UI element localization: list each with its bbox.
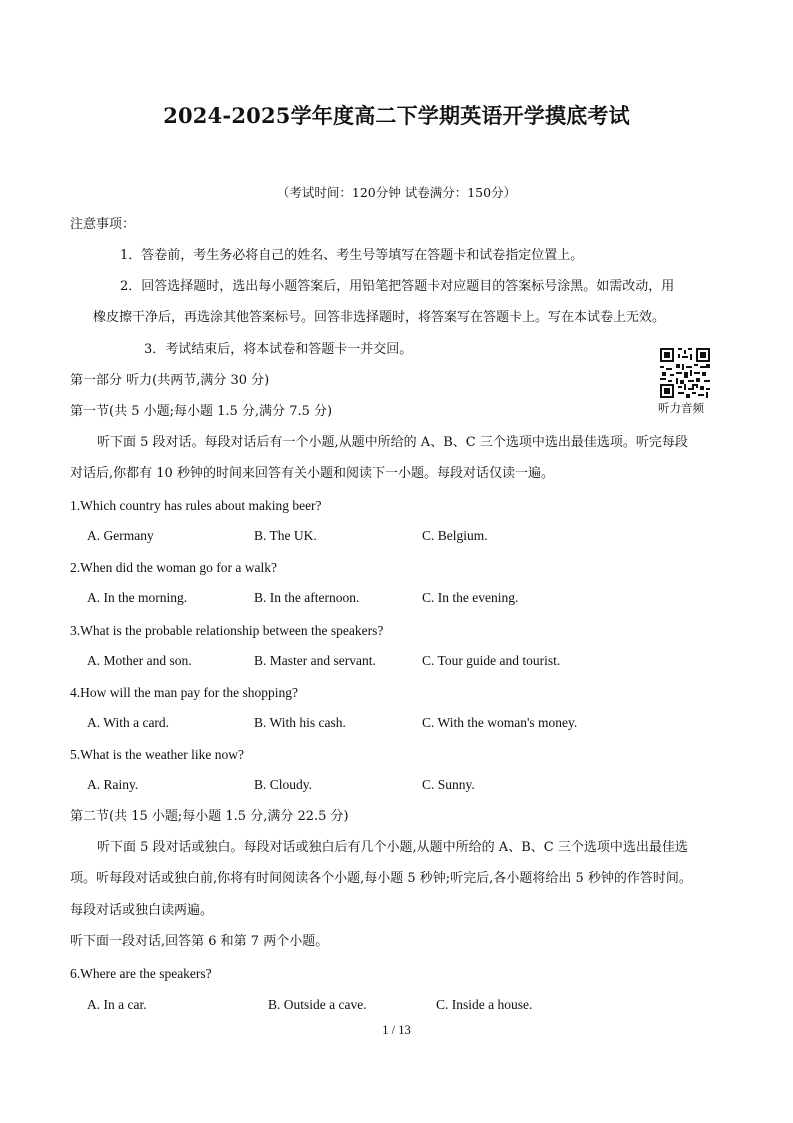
section2-lead: 听下面一段对话,回答第 6 和第 7 两个小题。 <box>70 934 329 949</box>
option-a: A. Germany <box>87 528 154 543</box>
question-stem: 3.What is the probable relationship between the speakers? <box>70 623 384 638</box>
question-stem: 2.When did the woman go for a walk? <box>70 560 277 575</box>
section2-heading: 第二节(共 15 小题;每小题 1.5 分,满分 22.5 分) <box>70 809 349 824</box>
option-b: B. Outside a cave. <box>268 997 367 1012</box>
option-a: A. Mother and son. <box>87 653 192 668</box>
option-c: C. Tour guide and tourist. <box>422 653 561 668</box>
question-stem: 1.Which country has rules about making beer? <box>70 498 322 513</box>
section2-intro-b: 项。听每段对话或独白前,你将有时间阅读各个小题,每小题 5 秒钟;听完后,各小题将给出 5 秒钟的作答时间。 <box>70 871 692 886</box>
page-title: 2024-2025学年度高二下学期英语开学摸底考试 <box>163 103 630 128</box>
option-a: A. Rainy. <box>87 777 139 792</box>
option-b: B. The UK. <box>254 528 317 543</box>
option-b: B. Master and servant. <box>254 653 376 668</box>
option-c: C. In the evening. <box>422 590 519 605</box>
notice-item-2a: 2．回答选择题时，选出每小题答案后，用铅笔把答题卡对应题目的答案标号涂黑。如需改动，用 <box>120 279 675 294</box>
notice-heading: 注意事项： <box>70 217 136 232</box>
question-stem: 5.What is the weather like now? <box>70 747 244 762</box>
section1-heading: 第一节(共 5 小题;每小题 1.5 分,满分 7.5 分) <box>70 404 333 419</box>
notice-item-1: 1．答卷前，考生务必将自己的姓名、考生号等填写在答题卡和试卷指定位置上。 <box>120 248 584 263</box>
option-c: C. With the woman's money. <box>422 715 578 730</box>
notice-item-3: 3．考试结束后，将本试卷和答题卡一并交回。 <box>144 342 413 357</box>
section2-intro-c: 每段对话或独白读两遍。 <box>70 903 214 918</box>
notice-item-2b: 橡皮擦干净后，再选涂其他答案标号。回答非选择题时，将答案写在答题卡上。写在本试卷上无效。 <box>93 310 666 325</box>
section1-intro-a: 听下面 5 段对话。每段对话后有一个小题,从题中所给的 A、B、C 三个选项中选出最佳选项。听完每段 <box>97 435 688 450</box>
option-c: C. Belgium. <box>422 528 488 543</box>
option-a: A. In the morning. <box>87 590 188 605</box>
exam-info: （考试时间：120分钟 试卷满分：150分） <box>276 185 517 200</box>
option-a: A. In a car. <box>87 997 147 1012</box>
option-b: B. In the afternoon. <box>254 590 360 605</box>
option-c: C. Sunny. <box>422 777 475 792</box>
page-number: 1 / 13 <box>382 1023 411 1037</box>
part1-heading: 第一部分 听力(共两节,满分 30 分) <box>70 373 270 388</box>
question-stem: 6.Where are the speakers? <box>70 966 212 981</box>
qr-code-icon <box>660 348 710 398</box>
section1-intro-b: 对话后,你都有 10 秒钟的时间来回答有关小题和阅读下一小题。每段对话仅读一遍。 <box>70 466 554 481</box>
option-b: B. Cloudy. <box>254 777 313 792</box>
section2-intro-a: 听下面 5 段对话或独白。每段对话或独白后有几个小题,从题中所给的 A、B、C 三个选项中选出最佳选 <box>97 840 688 855</box>
option-c: C. Inside a house. <box>436 997 533 1012</box>
qr-label: 听力音频 <box>658 401 704 415</box>
option-a: A. With a card. <box>87 715 170 730</box>
question-stem: 4.How will the man pay for the shopping? <box>70 685 298 700</box>
option-b: B. With his cash. <box>254 715 346 730</box>
